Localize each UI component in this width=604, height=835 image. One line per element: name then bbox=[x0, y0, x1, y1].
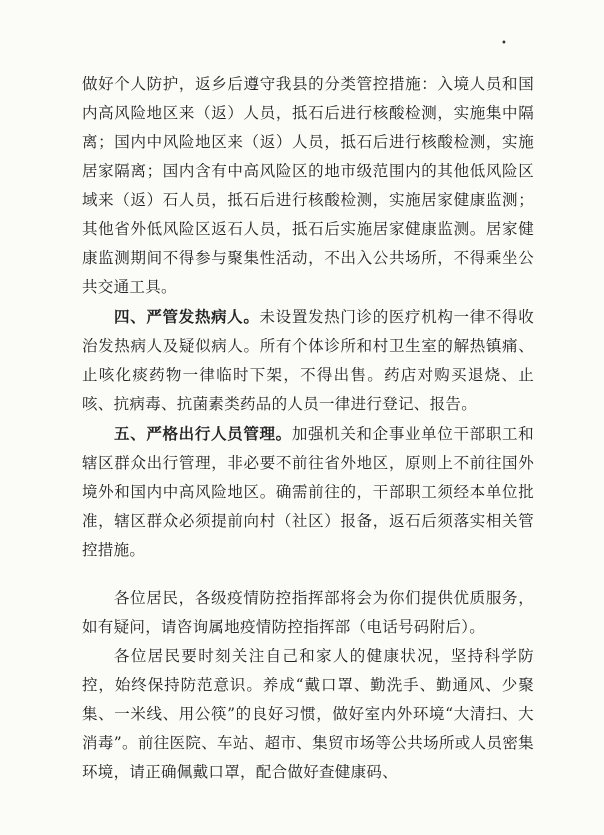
section-fever-body: 未设置发热门诊的医疗机构一律不得收治发热病人及疑似病人。所有个体诊所和村卫生室的解热镇痛、止咳化痰药物一律临时下架，不得出售。药店对购买退烧、止咳、抗病毒、抗菌素类药品的人员一律进行登记、报告。 bbox=[82, 308, 534, 413]
bleed-through-area bbox=[82, 797, 534, 827]
paragraph-return-controls: 做好个人防护，返乡后遵守我县的分类管控措施：入境人员和国内高风险地区来（返）人员，抵石后进行核酸检测，实施集中隔离；国内中风险地区来（返）人员，抵石后进行核酸检测，实施居家隔离；国内含有中高风险区的地市级范围内的其他低风险区域来（返）石人员，抵石后进行核酸检测，实施居家健康监测；其他省外低风险区返石人员，抵石后实施居家健康监测。居家健康监测期间不得参与聚集性活动，不出入公共场所，不得乘坐公共交通工具。 bbox=[82, 75, 534, 296]
section-travel-body: 加强机关和企事业单位干部职工和辖区群众出行管理，非必要不前往省外地区，原则上不前往国外境外和国内中高风险地区。确需前往的，干部职工须经本单位批准，辖区群众必须提前向村（社区）报备，返石后须落实相关管控措施。 bbox=[82, 425, 534, 559]
paragraph-gap bbox=[82, 565, 534, 584]
paragraph-service: 各位居民，各级疫情防控指挥部将会为你们提供优质服务，如有疑问，请咨询属地疫情防控指挥部（电话号码附后）。 bbox=[82, 589, 534, 636]
section-fever-heading: 四、严管发热病人。 bbox=[114, 307, 260, 326]
section-travel-heading: 五、严格出行人员管理。 bbox=[114, 424, 292, 443]
section-fever-patients bbox=[82, 302, 534, 419]
section-travel-management bbox=[82, 419, 534, 565]
paragraph-health: 各位居民要时刻关注自己和家人的健康状况，坚持科学防控，始终保持防范意识。养成“戴口罩、勤洗手、勤通风、少聚集、一米线、用公筷”的良好习惯，做好室内外环境“大清扫、大消毒”。前往医院、车站、超市、集贸市场等公共场所或人员密集环境，请正确佩戴口罩，配合做好查健康码、 bbox=[82, 647, 534, 781]
document-body bbox=[82, 70, 534, 787]
page-marker-dot: • bbox=[501, 38, 507, 49]
